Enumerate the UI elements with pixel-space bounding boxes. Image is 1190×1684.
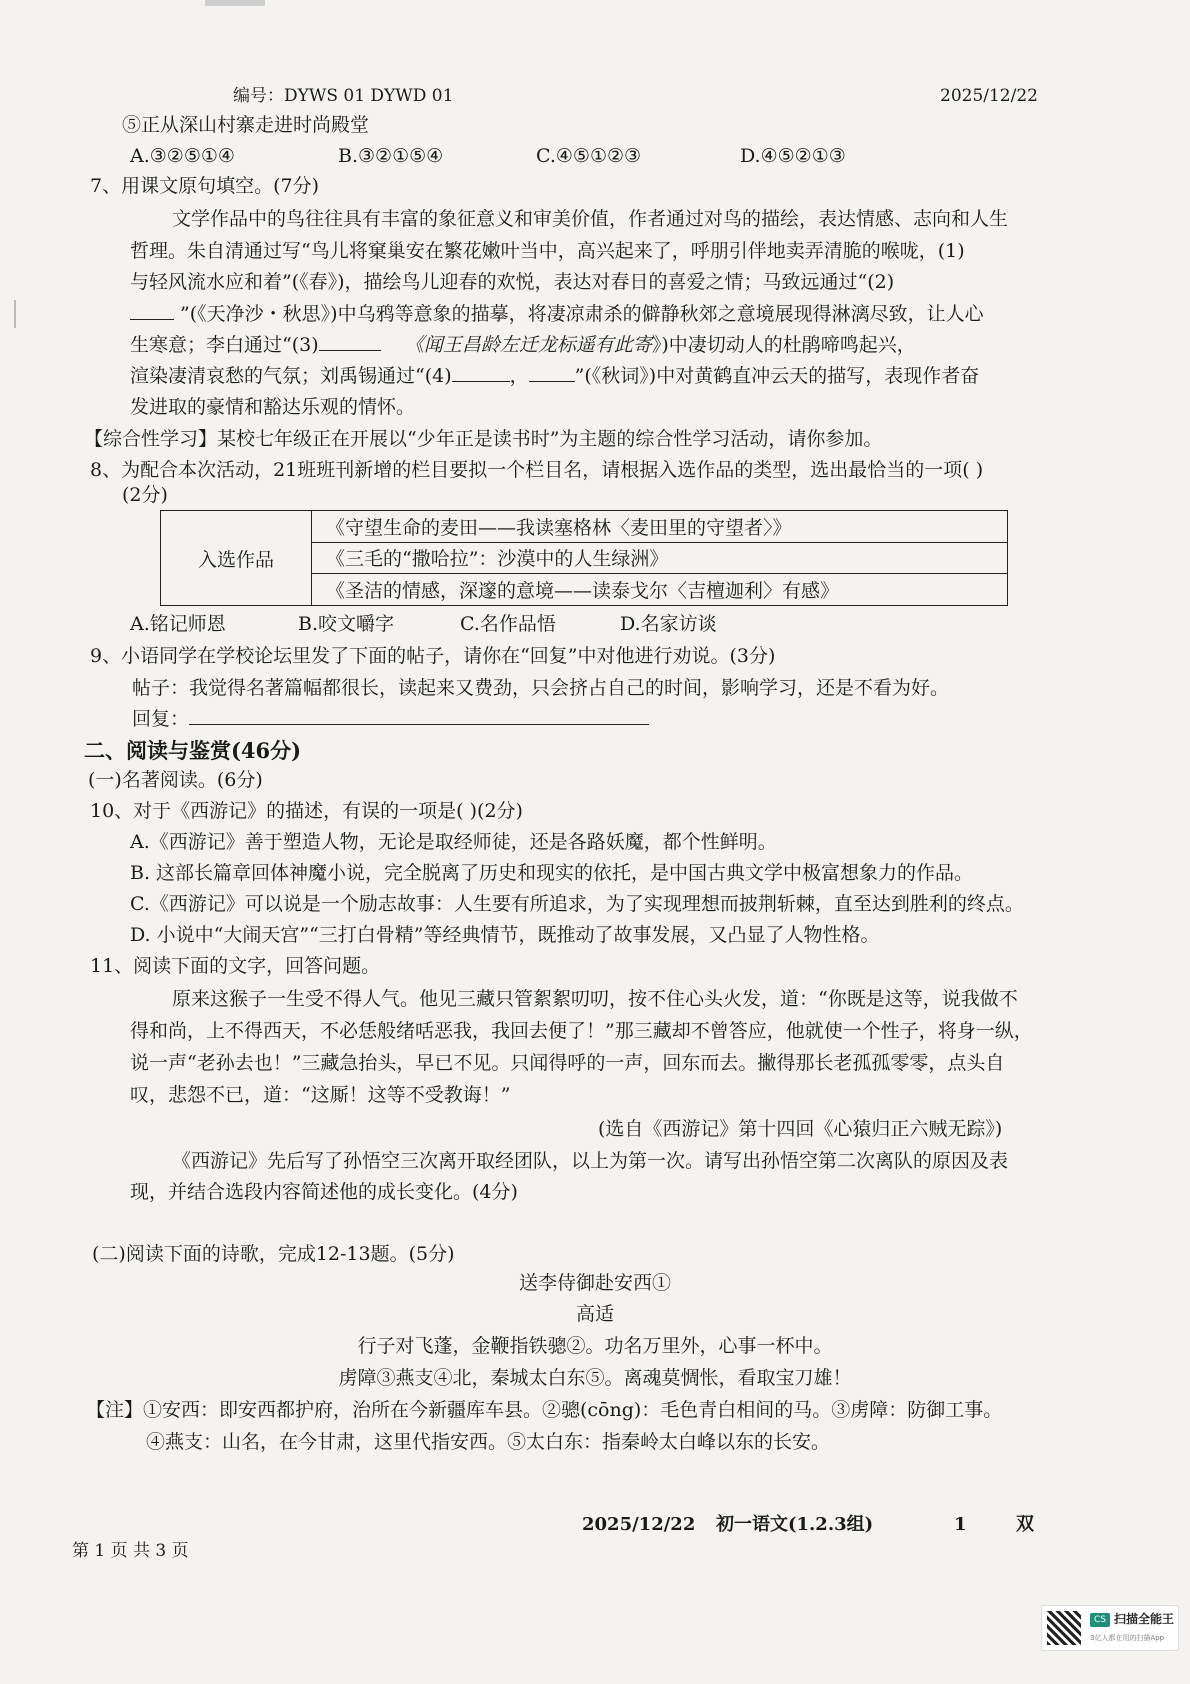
q11-passage-line: 说一声“老孙去也！”三藏急抬头，早已不见。只闻得呼的一声，回东而去。撇得那长老孤孤零零，点头自 — [130, 1052, 1005, 1074]
q6-option-a: A.③②⑤①④ — [130, 145, 235, 167]
poem-line: 行子对飞蓬，金鞭指铁骢②。功名万里外，心事一杯中。 — [357, 1335, 833, 1357]
q8-option-c: C.名作品悟 — [460, 613, 556, 635]
q8-option-a: A.铭记师恩 — [130, 613, 226, 635]
q11-source: (选自《西游记》第十四回《心猿归正六贼无踪》) — [598, 1118, 1003, 1140]
handwritten-answer: 《闻王昌龄左迁龙标遥有此寄 — [404, 334, 652, 356]
q11-question: 现，并结合选段内容简述他的成长变化。(4分) — [130, 1181, 518, 1203]
page-number: 第 1 页 共 3 页 — [72, 1541, 189, 1561]
q11-passage-line: 叹，悲怨不已，道：“这厮！这等不受教诲！” — [130, 1084, 511, 1106]
footer-num: 1 — [954, 1514, 967, 1535]
qr-code-icon — [1047, 1611, 1081, 1645]
q8-option-b: B.咬文嚼字 — [298, 613, 395, 635]
poem-note: 【注】①安西：即安西都护府，治所在今新疆库车县。②骢(cōng)：毛色青白相间的马。③虏障：防御工事。 — [86, 1399, 1003, 1421]
activity-intro: 【综合性学习】某校七年级正在开展以“少年正是读书时”为主题的综合性学习活动，请你参加。 — [84, 428, 883, 450]
q9-reply: 回复： — [132, 708, 649, 731]
footer-subject: 初一语文(1.2.3组) — [716, 1514, 874, 1535]
table-row: 《守望生命的麦田——我读塞格林〈麦田里的守望者〉》 — [312, 511, 1008, 543]
q7-title: 7、用课文原句填空。(7分) — [90, 175, 320, 197]
q7-line: 发进取的豪情和豁达乐观的情怀。 — [130, 396, 416, 418]
footer-side: 双 — [1016, 1514, 1034, 1535]
camscanner-logo-icon: CS — [1090, 1613, 1110, 1627]
q9-post: 帖子：我觉得名著篇幅都很长，读起来又费劲，只会挤占自己的时间，影响学习，还是不看为好。 — [132, 677, 950, 699]
table-row: 《三毛的“撒哈拉”：沙漠中的人生绿洲》 — [312, 542, 1008, 574]
q8-title: 8、为配合本次活动，21班班刊新增的栏目要拟一个栏目名，请根据入选作品的类型，选出最恰当的一项( ) — [90, 459, 984, 481]
poem-author: 高适 — [575, 1303, 614, 1325]
exam-code: 编号：DYWS 01 DYWD 01 — [233, 86, 454, 106]
watermark-tagline: 3亿人都在用的扫描App — [1090, 1634, 1165, 1642]
watermark-name: 扫描全能王 — [1114, 1612, 1175, 1626]
scanner-watermark — [1041, 1605, 1179, 1651]
q8-option-d: D.名家访谈 — [620, 613, 717, 635]
poem-title: 送李侍御赴安西① — [518, 1272, 671, 1294]
q11-question: 《西游记》先后写了孙悟空三次离开取经团队，以上为第一次。请写出孙悟空第二次离队的原因及表 — [172, 1150, 1009, 1172]
table-header: 入选作品 — [161, 511, 312, 606]
q11-title: 11、阅读下面的文字，回答问题。 — [90, 955, 381, 977]
q10-option-d: D. 小说中“大闹天宫”“三打白骨精”等经典情节，既推动了故事发展，又凸显了人物性格。 — [130, 924, 880, 946]
q9-title: 9、小语同学在学校论坛里发了下面的帖子，请你在“回复”中对他进行劝说。(3分) — [90, 645, 776, 667]
q6-item5: ⑤正从深山村寨走进时尚殿堂 — [122, 114, 370, 136]
selected-works-table — [160, 510, 1008, 606]
section2-title: 二、阅读与鉴赏(46分) — [84, 738, 302, 763]
q11-passage-line: 得和尚，上不得西天，不必恁般绪咶恶我，我回去便了！”那三藏却不曾答应，他就使一个性子，将身一纵， — [130, 1020, 1033, 1042]
q10-option-b: B. 这部长篇章回体神魔小说，完全脱离了历史和现实的依托，是中国古典文学中极富想象力的作品。 — [130, 862, 974, 884]
header-date: 2025/12/22 — [940, 86, 1038, 106]
q7-line-blank: ”(《天净沙・秋思》)中乌鸦等意象的描摹，将凄凉肃杀的僻静秋郊之意境展现得淋漓尽致，让人心 — [130, 303, 984, 326]
q7-line: 渲染凄清哀愁的气氛；刘禹锡通过“(4) ， ”(《秋词》)中对黄鹤直冲云天的描写，表现作者奋 — [130, 365, 980, 387]
part2-title: (二)阅读下面的诗歌，完成12-13题。(5分) — [92, 1243, 455, 1265]
poem-line: 虏障③燕支④北，秦城太白东⑤。离魂莫惆怅，看取宝刀雄！ — [338, 1367, 852, 1389]
q10-option-a: A.《西游记》善于塑造人物，无论是取经师徒，还是各路妖魔，都个性鲜明。 — [130, 831, 777, 853]
q7-line: 文学作品中的鸟往往具有丰富的象征意义和审美价值，作者通过对鸟的描绘，表达情感、志向和人生 — [172, 208, 1009, 230]
q6-option-c: C.④⑤①②③ — [536, 145, 642, 167]
scan-artifact — [205, 0, 265, 6]
scan-artifact — [14, 300, 16, 328]
q10-title: 10、对于《西游记》的描述，有误的一项是( )(2分) — [90, 800, 523, 822]
q8-score: (2分) — [122, 484, 168, 506]
part1-title: (一)名著阅读。(6分) — [88, 769, 263, 791]
q6-option-b: B.③②①⑤④ — [338, 145, 444, 167]
q7-line: 生寒意；李白通过“(3) 《闻王昌龄左迁龙标遥有此寄》)中凄切动人的杜鹃啼鸣起兴， — [130, 334, 916, 356]
table-row: 《圣洁的情感，深邃的意境——读泰戈尔〈吉檀迦利〉有感》 — [312, 574, 1008, 606]
q7-line: 与轻风流水应和着”(《春》)，描绘鸟儿迎春的欢悦，表达对春日的喜爱之情；马致远通过“(2) — [130, 271, 895, 293]
q7-line: 哲理。朱自清通过写“鸟儿将窠巢安在繁花嫩叶当中，高兴起来了，呼朋引伴地卖弄清脆的喉咙，(1) — [130, 240, 965, 262]
footer-date: 2025/12/22 — [582, 1514, 696, 1535]
q6-option-d: D.④⑤②①③ — [740, 145, 846, 167]
q10-option-c: C.《西游记》可以说是一个励志故事：人生要有所追求，为了实现理想而披荆斩棘，直至达到胜利的终点。 — [130, 893, 1024, 915]
q11-passage-line: 原来这猴子一生受不得人气。他见三藏只管絮絮叨叨，按不住心头火发，道：“你既是这等，说我做不 — [172, 988, 1018, 1010]
poem-note: ④燕支：山名，在今甘肃，这里代指安西。⑤太白东：指秦岭太白峰以东的长安。 — [146, 1431, 831, 1453]
